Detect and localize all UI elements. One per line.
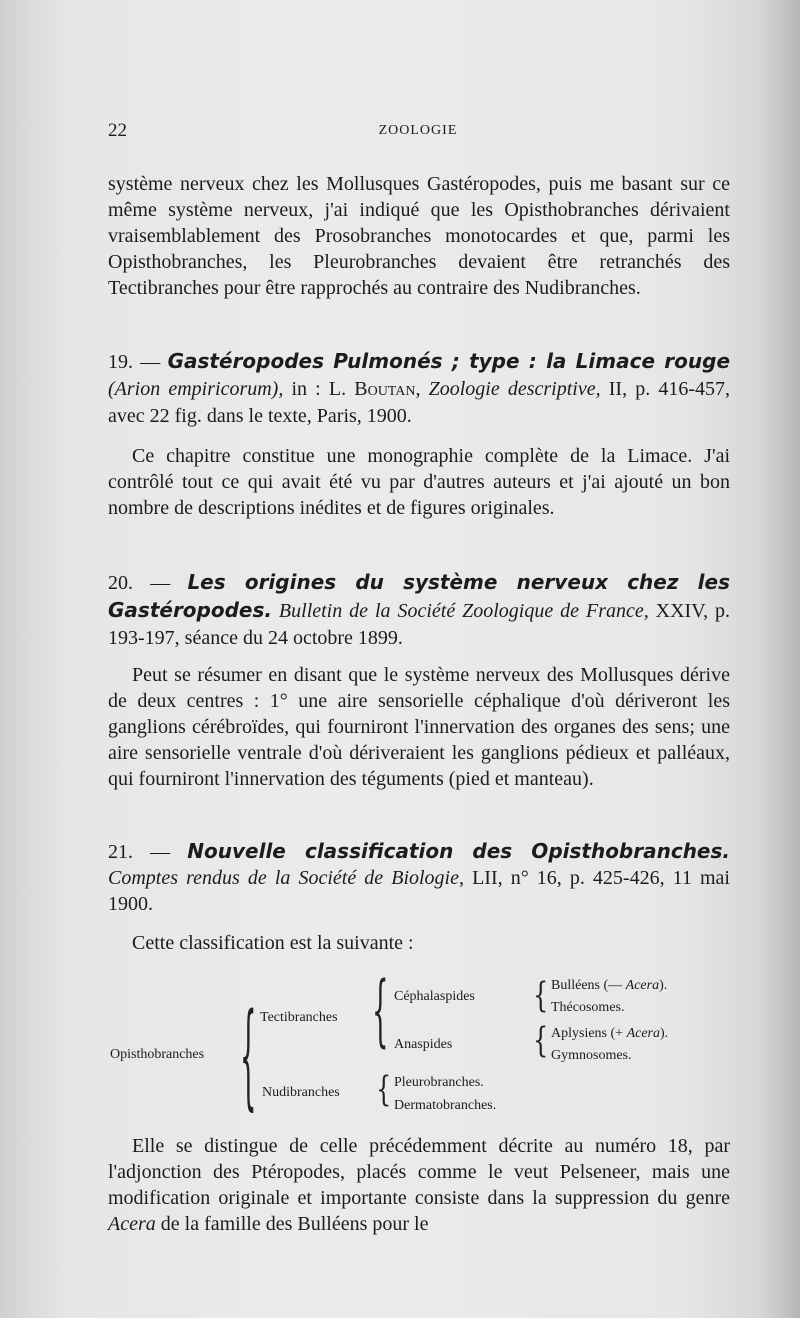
reference-details: II, p. 416-457, avec 22 fig. dans le texte, Paris, 1900. (108, 378, 731, 427)
reference-in: in : (291, 378, 321, 400)
reference-21 (108, 838, 730, 917)
reference-20-summary: Peut se résumer en disant que le système nerveux des Mollusques dérive de deux centres : 1° une aire sensorielle céphalique d'où dériveront les ganglions cérébroïdes, qui fourniront l'innervation des organes des sens; une aire sensorielle ventrale d'où dériveraient les ganglions pédieux et palléaux, qui fourniront l'innervation des téguments (pied et manteau). (108, 664, 730, 790)
class-tectibranches: Tectibranches (260, 1010, 338, 1025)
closing-text-end: de la famille des Bulléens pour le (155, 1213, 429, 1235)
reference-19 (108, 348, 730, 430)
running-title: ZOOLOGIE (378, 123, 458, 138)
brace-cephalaspides: { (533, 975, 549, 1016)
reference-20 (108, 569, 730, 652)
reference-source: Bulletin de la Société Zoologique de France, (278, 600, 649, 622)
page-edge-shadow (760, 0, 800, 1318)
page-header (108, 120, 728, 144)
class-thecosomes: Thécosomes. (551, 1000, 625, 1015)
brace-opisthobranches: { (240, 993, 257, 1126)
reference-19-summary: Ce chapitre constitue une monographie complète de la Limace. J'ai contrôlé tout ce qui avait été vu par d'autres auteurs et j'ai ajouté un bon nombre de descriptions inédites et de figures originales. (108, 445, 730, 519)
reference-21-summary: Cette classification est la suivante : (132, 932, 414, 954)
reference-number: 21. — (108, 841, 171, 863)
class-bulleens: Bulléens (— Acera). (551, 978, 668, 993)
class-aplysiens: Aplysiens (+ Acera). (551, 1026, 669, 1041)
reference-number: 20. — (108, 572, 171, 594)
brace-tectibranches: { (372, 968, 389, 1058)
intro-paragraph: système nerveux chez les Mollusques Gastéropodes, puis me basant sur ce même système nerveux, j'ai indiqué que les Opisthobranches dérivaient vraisemblablement des Prosobranches monotocardes et que, parmi les Opisthobranches, les Pleurobranches devaient être retranchés des Tectibranches pour être rapprochés au contraire des Nudibranches. (108, 173, 730, 299)
class-cephalaspides: Céphalaspides (394, 989, 475, 1004)
page-number: 22 (108, 120, 127, 141)
closing-genus: Acera (108, 1213, 156, 1235)
class-dermatobranches: Dermatobranches. (394, 1098, 497, 1113)
closing-paragraph (108, 1133, 730, 1237)
reference-title: Nouvelle classification des Opisthobranches. (187, 839, 731, 863)
brace-nudibranches: { (376, 1069, 392, 1110)
class-nudibranches: Nudibranches (262, 1085, 340, 1100)
reference-source: Zoologie descriptive, (428, 378, 601, 400)
brace-anaspides: { (533, 1020, 549, 1061)
class-anaspides: Anaspides (394, 1037, 453, 1052)
reference-title: Les origines du système nerveux chez les Gastéropodes. (108, 570, 731, 622)
reference-species: (Arion empiricorum), (108, 378, 284, 400)
reference-details: LII, n° 16, p. 425-426, 11 mai 1900. (108, 867, 730, 915)
reference-author: L. Boutan, (328, 378, 421, 400)
reference-title: Gastéropodes Pulmonés ; type : la Limace rouge (167, 349, 731, 373)
class-pleurobranches: Pleurobranches. (394, 1075, 484, 1090)
reference-details: XXIV, p. 193-197, séance du 24 octobre 1899. (108, 600, 731, 649)
reference-source: Comptes rendus de la Société de Biologie, (108, 867, 464, 889)
reference-number: 19. — (108, 351, 161, 373)
class-gymnosomes: Gymnosomes. (551, 1048, 632, 1063)
class-opisthobranches: Opisthobranches (110, 1047, 205, 1062)
closing-text: Elle se distingue de celle précédemment décrite au numéro 18, par l'adjonction des Ptéropodes, placés comme le veut Pelseneer, mais une modification originale et importante consiste dans la suppression du genre (108, 1135, 730, 1209)
